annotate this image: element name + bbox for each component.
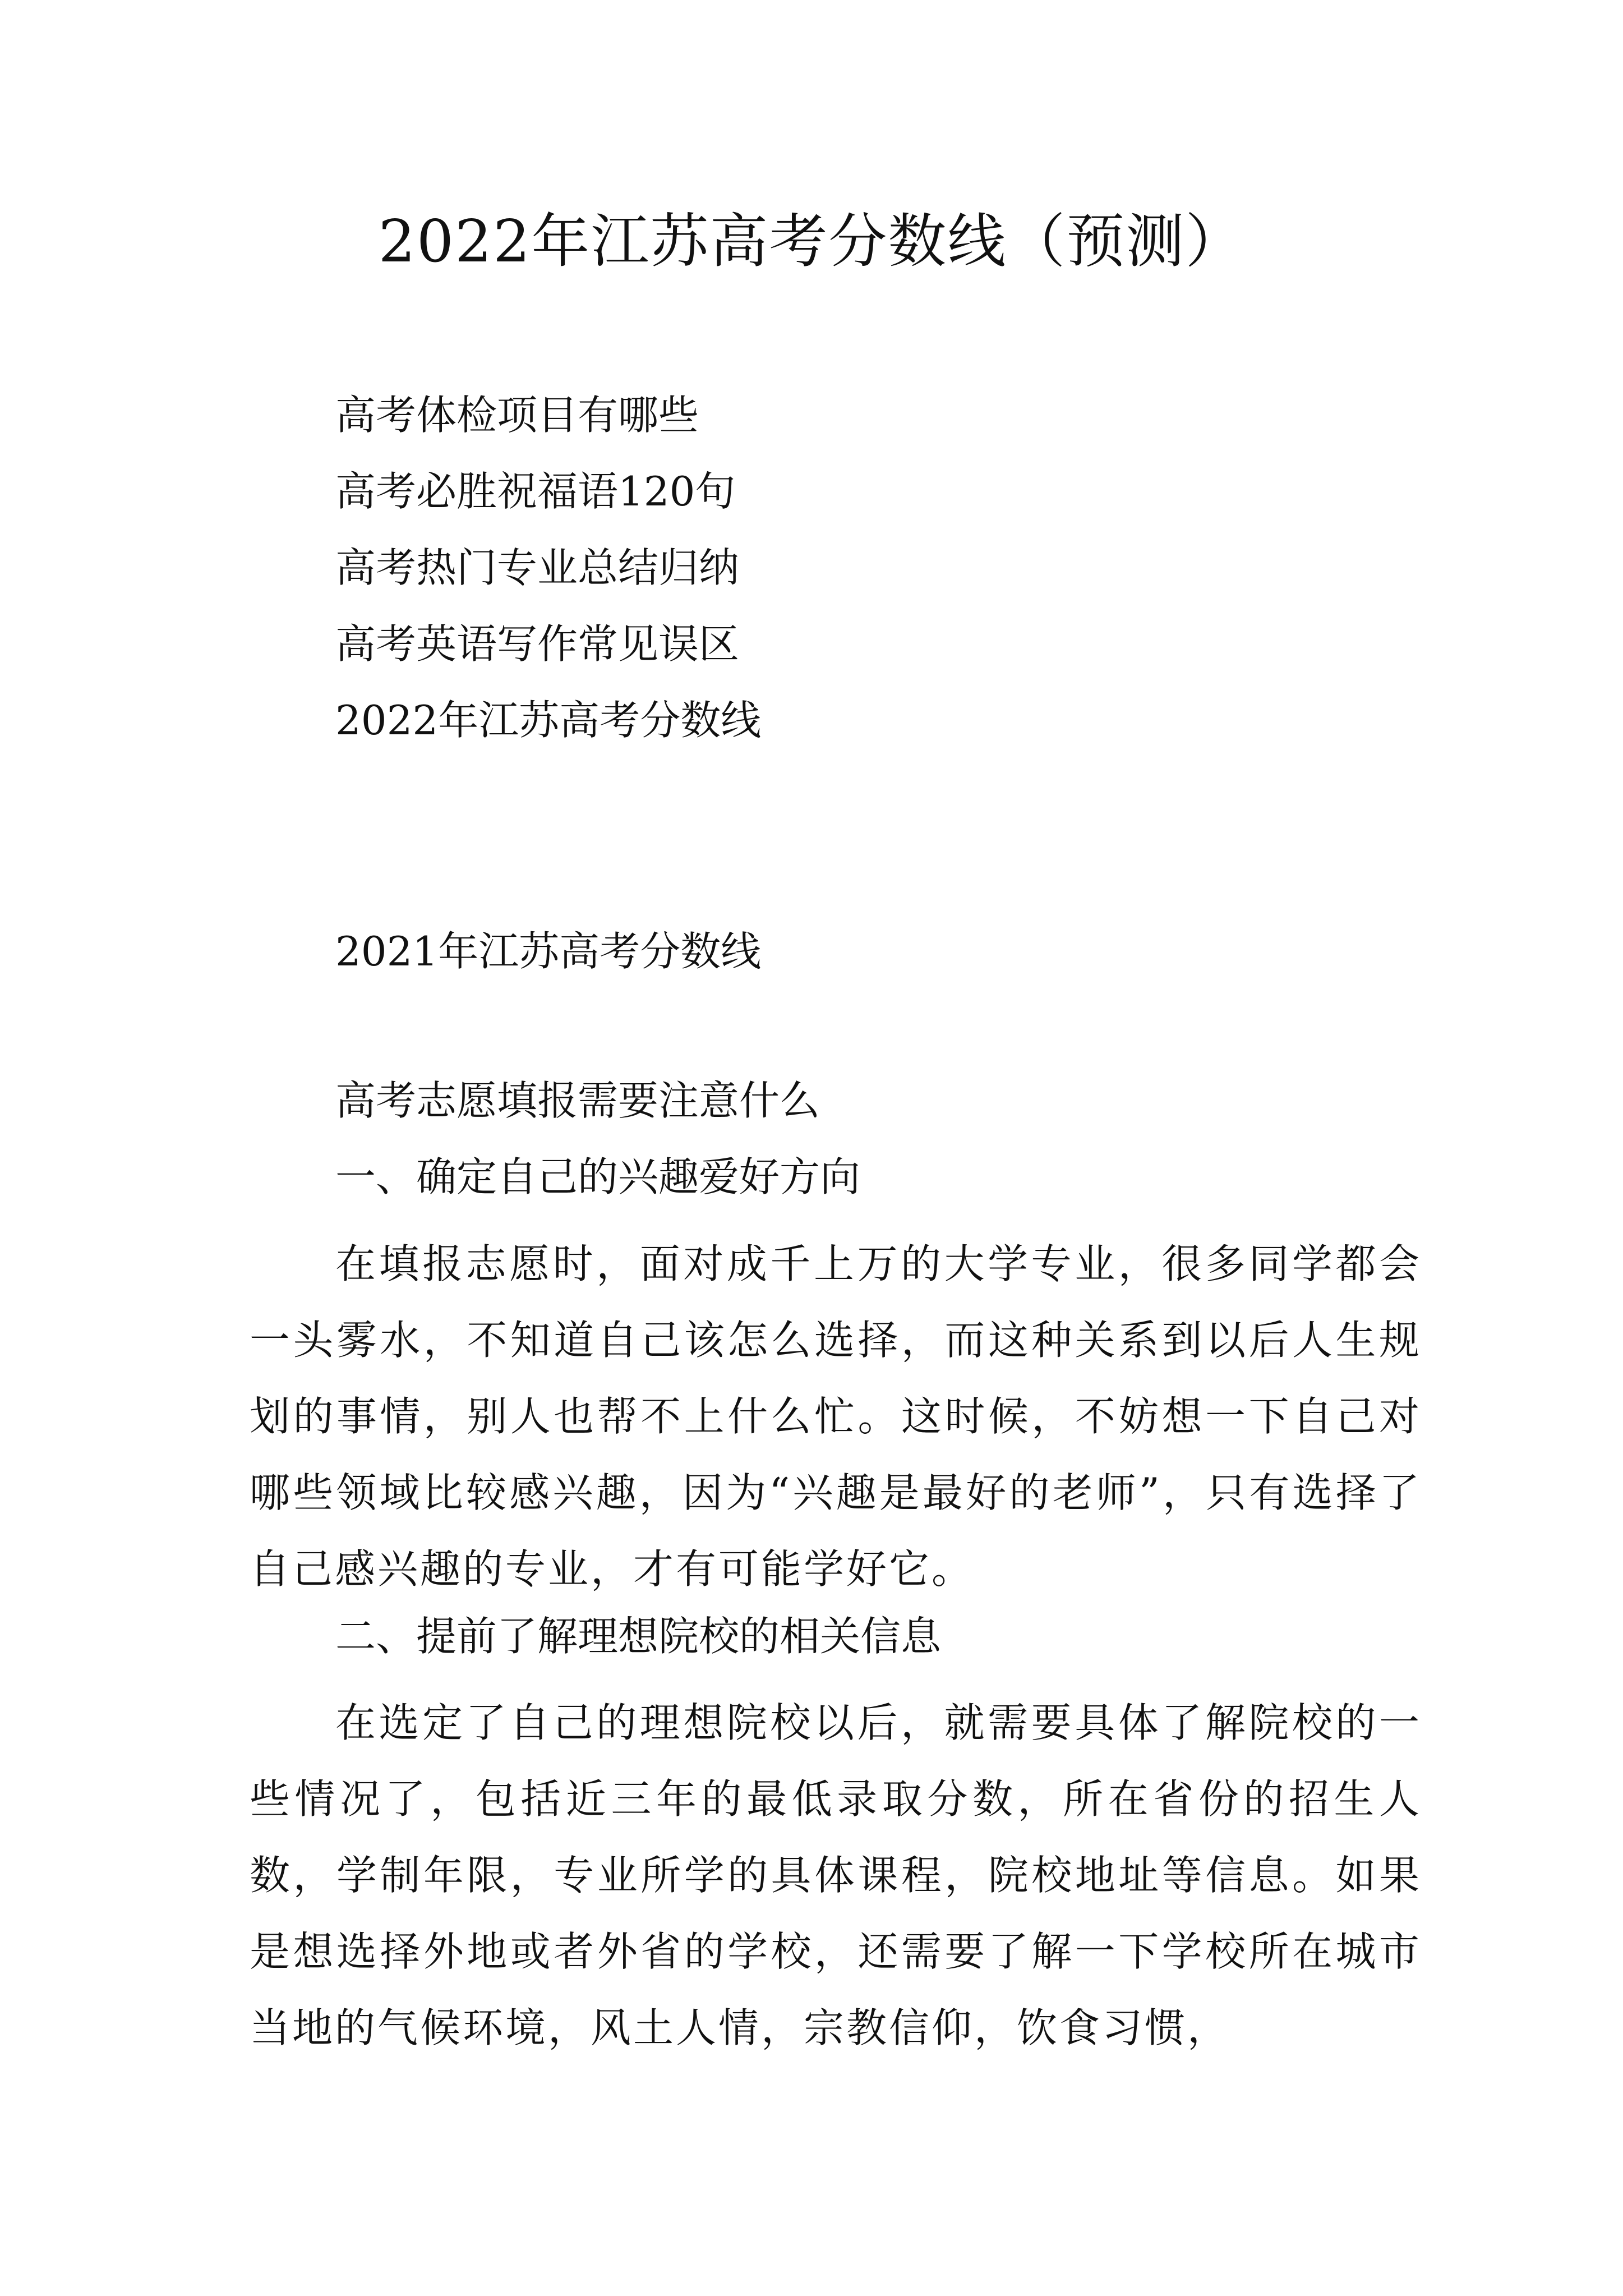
link-item[interactable]: 高考英语写作常见误区	[335, 620, 740, 668]
point2-heading: 二、提前了解理想院校的相关信息	[335, 1613, 942, 1660]
point2-paragraph: 在选定了自己的理想院校以后，就需要具体了解院校的一些情况了，包括近三年的最低录取分数，所在省份的招生人数，学制年限，专业所学的具体课程，院校地址等信息。如果是想选择外地或者外省的学校，还需要了解一下学校所在城市当地的气候环境，风土人情，宗教信仰，饮食习惯，	[250, 1699, 1422, 2051]
subheading-2021: 2021年江苏高考分数线	[335, 928, 762, 975]
link-item[interactable]: 高考必胜祝福语120句	[335, 468, 736, 515]
point1-paragraph: 在填报志愿时，面对成千上万的大学专业，很多同学都会一头雾水，不知道自己该怎么选择，而这种关系到以后人生规划的事情，别人也帮不上什么忙。这时候，不妨想一下自己对哪些领域比较感兴趣，因为“兴趣是最好的老师”，只有选择了自己感兴趣的专业，才有可能学好它。	[250, 1240, 1422, 1593]
document-title: 2022年江苏高考分数线（预测）	[378, 207, 1245, 275]
link-item[interactable]: 高考热门专业总结归纳	[335, 544, 740, 591]
link-item[interactable]: 高考体检项目有哪些	[335, 392, 699, 439]
link-item[interactable]: 2022年江苏高考分数线	[335, 697, 762, 744]
point1-heading: 一、确定自己的兴趣爱好方向	[335, 1153, 861, 1200]
section-title: 高考志愿填报需要注意什么	[335, 1077, 820, 1124]
